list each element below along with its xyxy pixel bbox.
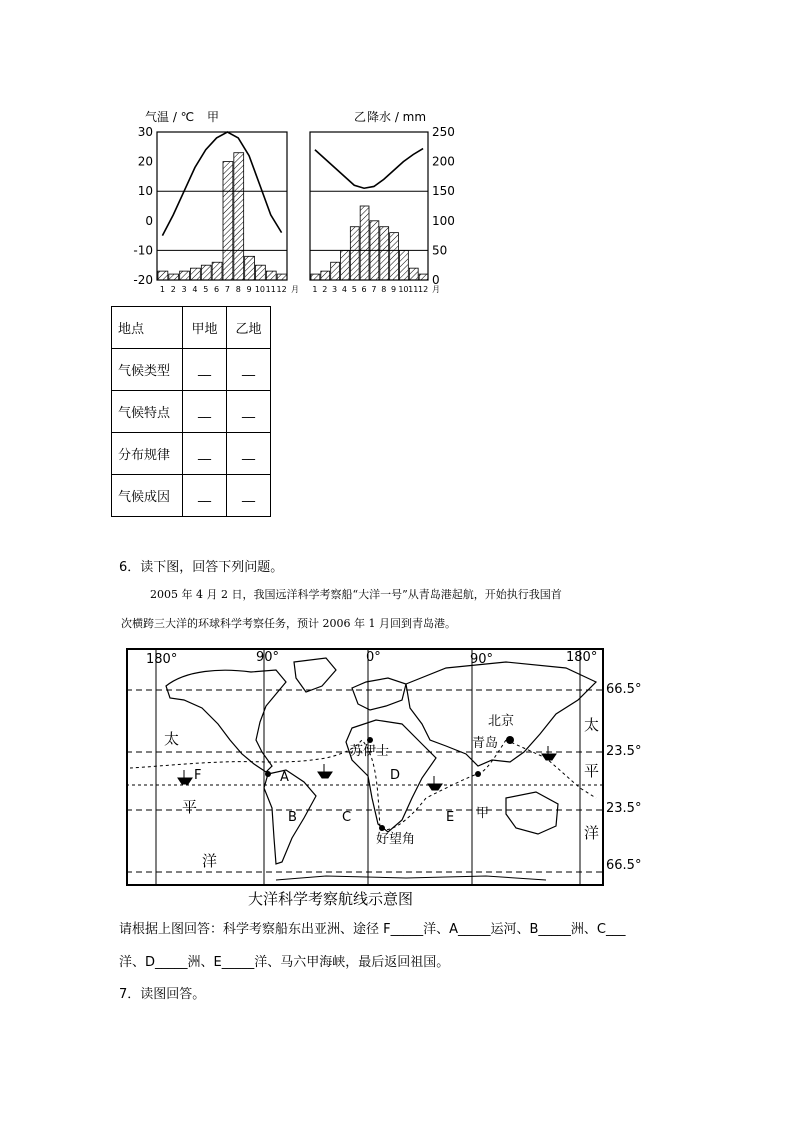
qingdao-marker [506, 736, 514, 744]
answer-blank[interactable]: __ [227, 475, 271, 517]
y-tick-label: -20 [133, 273, 153, 287]
pacific-label-part: 洋 [202, 852, 218, 870]
qingdao-label: 青岛 [472, 736, 499, 751]
longitude-label: 0° [366, 650, 381, 665]
bar [390, 233, 399, 280]
x-tick-label: 8 [381, 285, 387, 294]
bar [370, 221, 379, 280]
climate-table [111, 306, 271, 517]
x-tick-label: 2 [322, 285, 328, 294]
point-b-label: B [288, 810, 297, 825]
chart-ylabel: 降水 / mm [367, 110, 427, 124]
table-header-cell: 甲地 [183, 307, 227, 349]
x-axis-ticks [160, 285, 299, 294]
chart-name: 甲 [207, 110, 220, 124]
answer-blank[interactable]: __ [227, 391, 271, 433]
bar [201, 265, 211, 280]
row-label: 气候特点 [112, 391, 183, 433]
table-row [112, 433, 271, 475]
x-tick-label: 6 [214, 285, 220, 294]
temperature-chart-jia [125, 108, 299, 294]
row-label: 气候类型 [112, 349, 183, 391]
table-header-cell: 地点 [112, 307, 183, 349]
table-header-cell: 乙地 [227, 307, 271, 349]
y-axis-ticks [133, 125, 153, 287]
bar-series [158, 153, 287, 280]
bar [180, 271, 190, 280]
x-tick-label: 5 [351, 285, 357, 294]
x-tick-label: 5 [203, 285, 209, 294]
pacific-label-part: 太 [164, 730, 180, 748]
bar [350, 227, 359, 280]
y-axis-ticks [432, 125, 455, 287]
x-tick-label: 9 [246, 285, 252, 294]
bar [409, 268, 418, 280]
y-tick-label: 250 [432, 125, 455, 139]
table-header-row [112, 307, 271, 349]
gridlines [157, 191, 287, 250]
answer-blank[interactable]: __ [183, 349, 227, 391]
bar [245, 256, 255, 280]
latitude-label: 66.5° [606, 682, 642, 697]
bar [331, 262, 340, 280]
pacific-label-part: 平 [584, 762, 600, 780]
cape-of-good-hope-label: 好望角 [376, 832, 416, 847]
bar [212, 262, 222, 280]
answer-blank[interactable]: __ [227, 349, 271, 391]
answer-blank[interactable]: __ [227, 433, 271, 475]
malacca-marker [475, 771, 481, 777]
y-tick-label: 50 [432, 243, 448, 258]
point-a-label: A [280, 770, 289, 785]
latitude-label: 66.5° [606, 858, 642, 873]
temperature-curve [162, 132, 281, 236]
longitude-label: 180° [566, 650, 598, 665]
x-tick-label: 6 [361, 285, 367, 294]
x-tick-label: 10 [254, 285, 266, 294]
y-tick-label: 10 [137, 184, 153, 199]
bar [234, 153, 244, 280]
x-tick-label: 1 [159, 285, 165, 294]
point-f-label: F [194, 768, 202, 783]
bar [256, 265, 266, 280]
map-svg [126, 648, 604, 886]
question-6-para2: 次横跨三大洋的环球科学考察任务，预计 2006 年 1 月回到青岛港。 [121, 617, 456, 630]
answer-line-1: 请根据上图回答：科学考察船东出亚洲、途径 F_____洋、A_____运河、B_____洲、C___ [119, 922, 626, 937]
table-row [112, 391, 271, 433]
question-6-title: 6．读下图，回答下列问题。 [119, 560, 284, 575]
pacific-label-part: 太 [584, 716, 600, 734]
point-c-label: C [342, 810, 352, 825]
latitude-label: 23.5° [606, 801, 642, 816]
x-tick-label: 3 [181, 285, 187, 294]
y-tick-label: 200 [432, 154, 455, 169]
chart-name: 乙 [354, 110, 367, 124]
precipitation-chart-yi [304, 108, 474, 294]
question-6-para1: 2005 年 4 月 2 日，我国远洋科学考察船“大洋一号”从青岛港起航，开始执行我国首 [150, 588, 562, 601]
longitude-label: 180° [146, 652, 178, 667]
precipitation-curve [315, 149, 423, 189]
bar [169, 274, 179, 280]
bar-series [311, 206, 428, 280]
table-row [112, 475, 271, 517]
map-caption: 大洋科学考察航线示意图 [248, 890, 414, 908]
x-tick-label: 3 [332, 285, 338, 294]
y-tick-label: 20 [137, 154, 153, 169]
x-tick-label: 4 [341, 285, 347, 294]
point-e-label: E [446, 810, 455, 825]
map-frame [127, 649, 603, 885]
y-tick-label: 150 [432, 184, 455, 199]
pacific-label-part: 平 [182, 798, 198, 816]
x-unit-label: 月 [432, 285, 440, 294]
beijing-label: 北京 [488, 714, 515, 729]
point-jia-label: 甲 [476, 806, 490, 821]
latitude-label: 23.5° [606, 744, 642, 759]
chart-ylabel: 气温 / ℃ [145, 110, 195, 124]
suez-label: 苏伊士 [350, 744, 390, 759]
x-tick-label: 9 [391, 285, 397, 294]
bar [223, 162, 233, 280]
bar [419, 274, 428, 280]
x-tick-label: 7 [371, 285, 377, 294]
x-tick-label: 1 [312, 285, 318, 294]
answer-blank[interactable]: __ [183, 433, 227, 475]
table-row [112, 349, 271, 391]
bar [158, 271, 168, 280]
y-tick-label: -10 [133, 243, 153, 258]
answer-blank[interactable]: __ [183, 391, 227, 433]
x-tick-label: 7 [224, 285, 230, 294]
bar [400, 250, 409, 280]
bar [360, 206, 369, 280]
answer-line-2: 洋、D_____洲、E_____洋、马六甲海峡，最后返回祖国。 [119, 955, 450, 970]
x-tick-label: 12 [417, 285, 429, 294]
x-unit-label: 月 [291, 285, 299, 294]
answer-blank[interactable]: __ [183, 475, 227, 517]
question-7-title: 7．读图回答。 [119, 987, 206, 1002]
row-label: 气候成因 [112, 475, 183, 517]
x-tick-label: 12 [276, 285, 287, 294]
longitude-label: 90° [470, 652, 494, 667]
y-tick-label: 30 [137, 125, 153, 139]
bar [380, 227, 389, 280]
bar [341, 250, 350, 280]
row-label: 分布规律 [112, 433, 183, 475]
longitude-label: 90° [256, 650, 280, 665]
y-tick-label: 0 [432, 273, 440, 287]
bar [277, 274, 287, 280]
bar [321, 271, 330, 280]
x-tick-label: 11 [265, 285, 276, 294]
x-tick-label: 2 [170, 285, 176, 294]
pacific-label-part: 洋 [584, 824, 600, 842]
x-tick-label: 10 [398, 285, 409, 294]
x-tick-label: 8 [235, 285, 241, 294]
x-tick-label: 4 [192, 285, 198, 294]
x-axis-ticks [312, 285, 440, 294]
point-d-label: D [390, 768, 401, 783]
x-tick-label: 11 [408, 285, 419, 294]
bar [311, 274, 320, 280]
world-route-map [126, 648, 604, 886]
y-tick-label: 0 [145, 213, 153, 228]
bar [191, 268, 201, 280]
y-tick-label: 100 [432, 213, 455, 228]
panama-marker [265, 771, 271, 777]
bar [266, 271, 276, 280]
